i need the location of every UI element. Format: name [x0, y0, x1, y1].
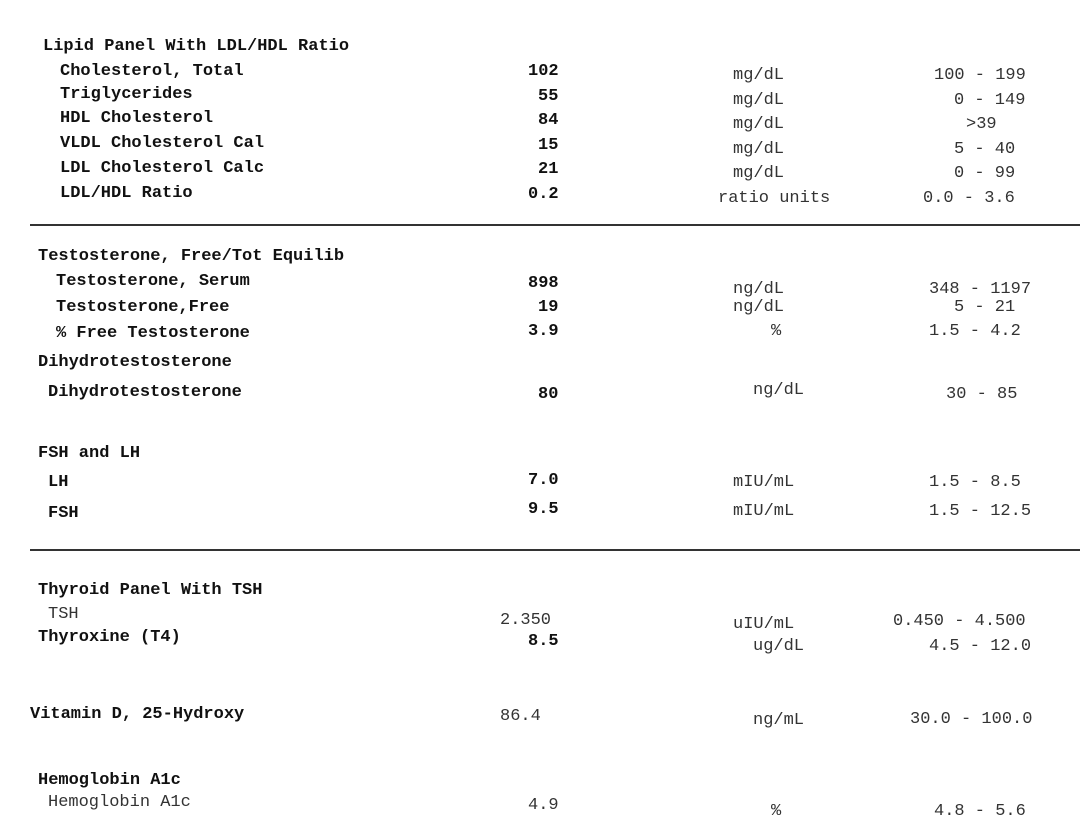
section-title-vitamin-d: Vitamin D, 25-Hydroxy	[30, 705, 245, 724]
test-result: 84	[538, 111, 559, 130]
test-range: 1.5 - 8.5	[929, 473, 1021, 492]
test-result: 0.2	[528, 185, 559, 204]
test-result: 102	[528, 62, 559, 81]
test-range: 0 - 99	[954, 164, 1016, 183]
test-unit: mIU/mL	[733, 473, 795, 492]
test-name: Testosterone, Serum	[56, 272, 250, 291]
test-unit: ng/dL	[733, 298, 785, 317]
test-range: 4.8 - 5.6	[934, 802, 1026, 821]
test-result: 9.5	[528, 500, 559, 519]
test-unit: mg/dL	[733, 66, 785, 85]
test-name: FSH	[48, 504, 79, 523]
section-title-fsh-lh: FSH and LH	[38, 444, 141, 463]
test-result: 3.9	[528, 322, 559, 341]
test-result: 19	[538, 298, 559, 317]
test-unit: %	[771, 322, 782, 341]
test-result: 2.350	[500, 611, 552, 630]
test-range: 30 - 85	[946, 385, 1018, 404]
test-range: 1.5 - 4.2	[929, 322, 1021, 341]
test-name: % Free Testosterone	[56, 324, 250, 343]
test-unit: ng/mL	[753, 711, 805, 730]
section-title-testosterone: Testosterone, Free/Tot Equilib	[38, 247, 345, 266]
test-unit: mg/dL	[733, 115, 785, 134]
section-divider	[30, 549, 1080, 551]
test-result: 86.4	[500, 707, 541, 726]
section-title-lipid: Lipid Panel With LDL/HDL Ratio	[43, 37, 350, 56]
section-divider	[30, 224, 1080, 226]
test-unit: mg/dL	[733, 164, 785, 183]
test-range: 0.450 - 4.500	[893, 612, 1026, 631]
test-result: 898	[528, 274, 559, 293]
test-name: Dihydrotestosterone	[48, 383, 242, 402]
section-title-dht: Dihydrotestosterone	[38, 353, 232, 372]
test-range: 5 - 21	[954, 298, 1016, 317]
test-range: >39	[966, 115, 997, 134]
test-name: LDL/HDL Ratio	[60, 184, 193, 203]
test-result: 4.9	[528, 796, 559, 815]
test-result: 55	[538, 87, 559, 106]
test-result: 7.0	[528, 471, 559, 490]
test-unit: ng/dL	[753, 381, 805, 400]
test-name: LH	[48, 473, 69, 492]
test-range: 348 - 1197	[929, 280, 1032, 299]
test-name: Triglycerides	[60, 85, 193, 104]
test-range: 5 - 40	[954, 140, 1016, 159]
test-unit: mg/dL	[733, 91, 785, 110]
test-name: VLDL Cholesterol Cal	[60, 134, 265, 153]
test-range: 0.0 - 3.6	[923, 189, 1015, 208]
test-unit: ug/dL	[753, 637, 805, 656]
test-unit: ratio units	[718, 189, 831, 208]
test-result: 8.5	[528, 632, 559, 651]
test-range: 4.5 - 12.0	[929, 637, 1032, 656]
test-name: Thyroxine (T4)	[38, 628, 181, 647]
test-unit: uIU/mL	[733, 615, 795, 634]
test-range: 1.5 - 12.5	[929, 502, 1032, 521]
section-title-thyroid: Thyroid Panel With TSH	[38, 581, 263, 600]
section-title-a1c: Hemoglobin A1c	[38, 771, 181, 790]
test-name: Cholesterol, Total	[60, 62, 244, 81]
test-name: HDL Cholesterol	[60, 109, 214, 128]
test-range: 0 - 149	[954, 91, 1026, 110]
test-result: 80	[538, 385, 559, 404]
test-name: Hemoglobin A1c	[48, 793, 191, 812]
test-name: TSH	[48, 605, 79, 624]
test-unit: ng/dL	[733, 280, 785, 299]
test-range: 100 - 199	[934, 66, 1026, 85]
test-unit: mIU/mL	[733, 502, 795, 521]
test-result: 15	[538, 136, 559, 155]
test-range: 30.0 - 100.0	[910, 710, 1033, 729]
test-name: Testosterone,Free	[56, 298, 230, 317]
test-unit: %	[771, 802, 782, 821]
test-result: 21	[538, 160, 559, 179]
test-unit: mg/dL	[733, 140, 785, 159]
test-name: LDL Cholesterol Calc	[60, 159, 265, 178]
